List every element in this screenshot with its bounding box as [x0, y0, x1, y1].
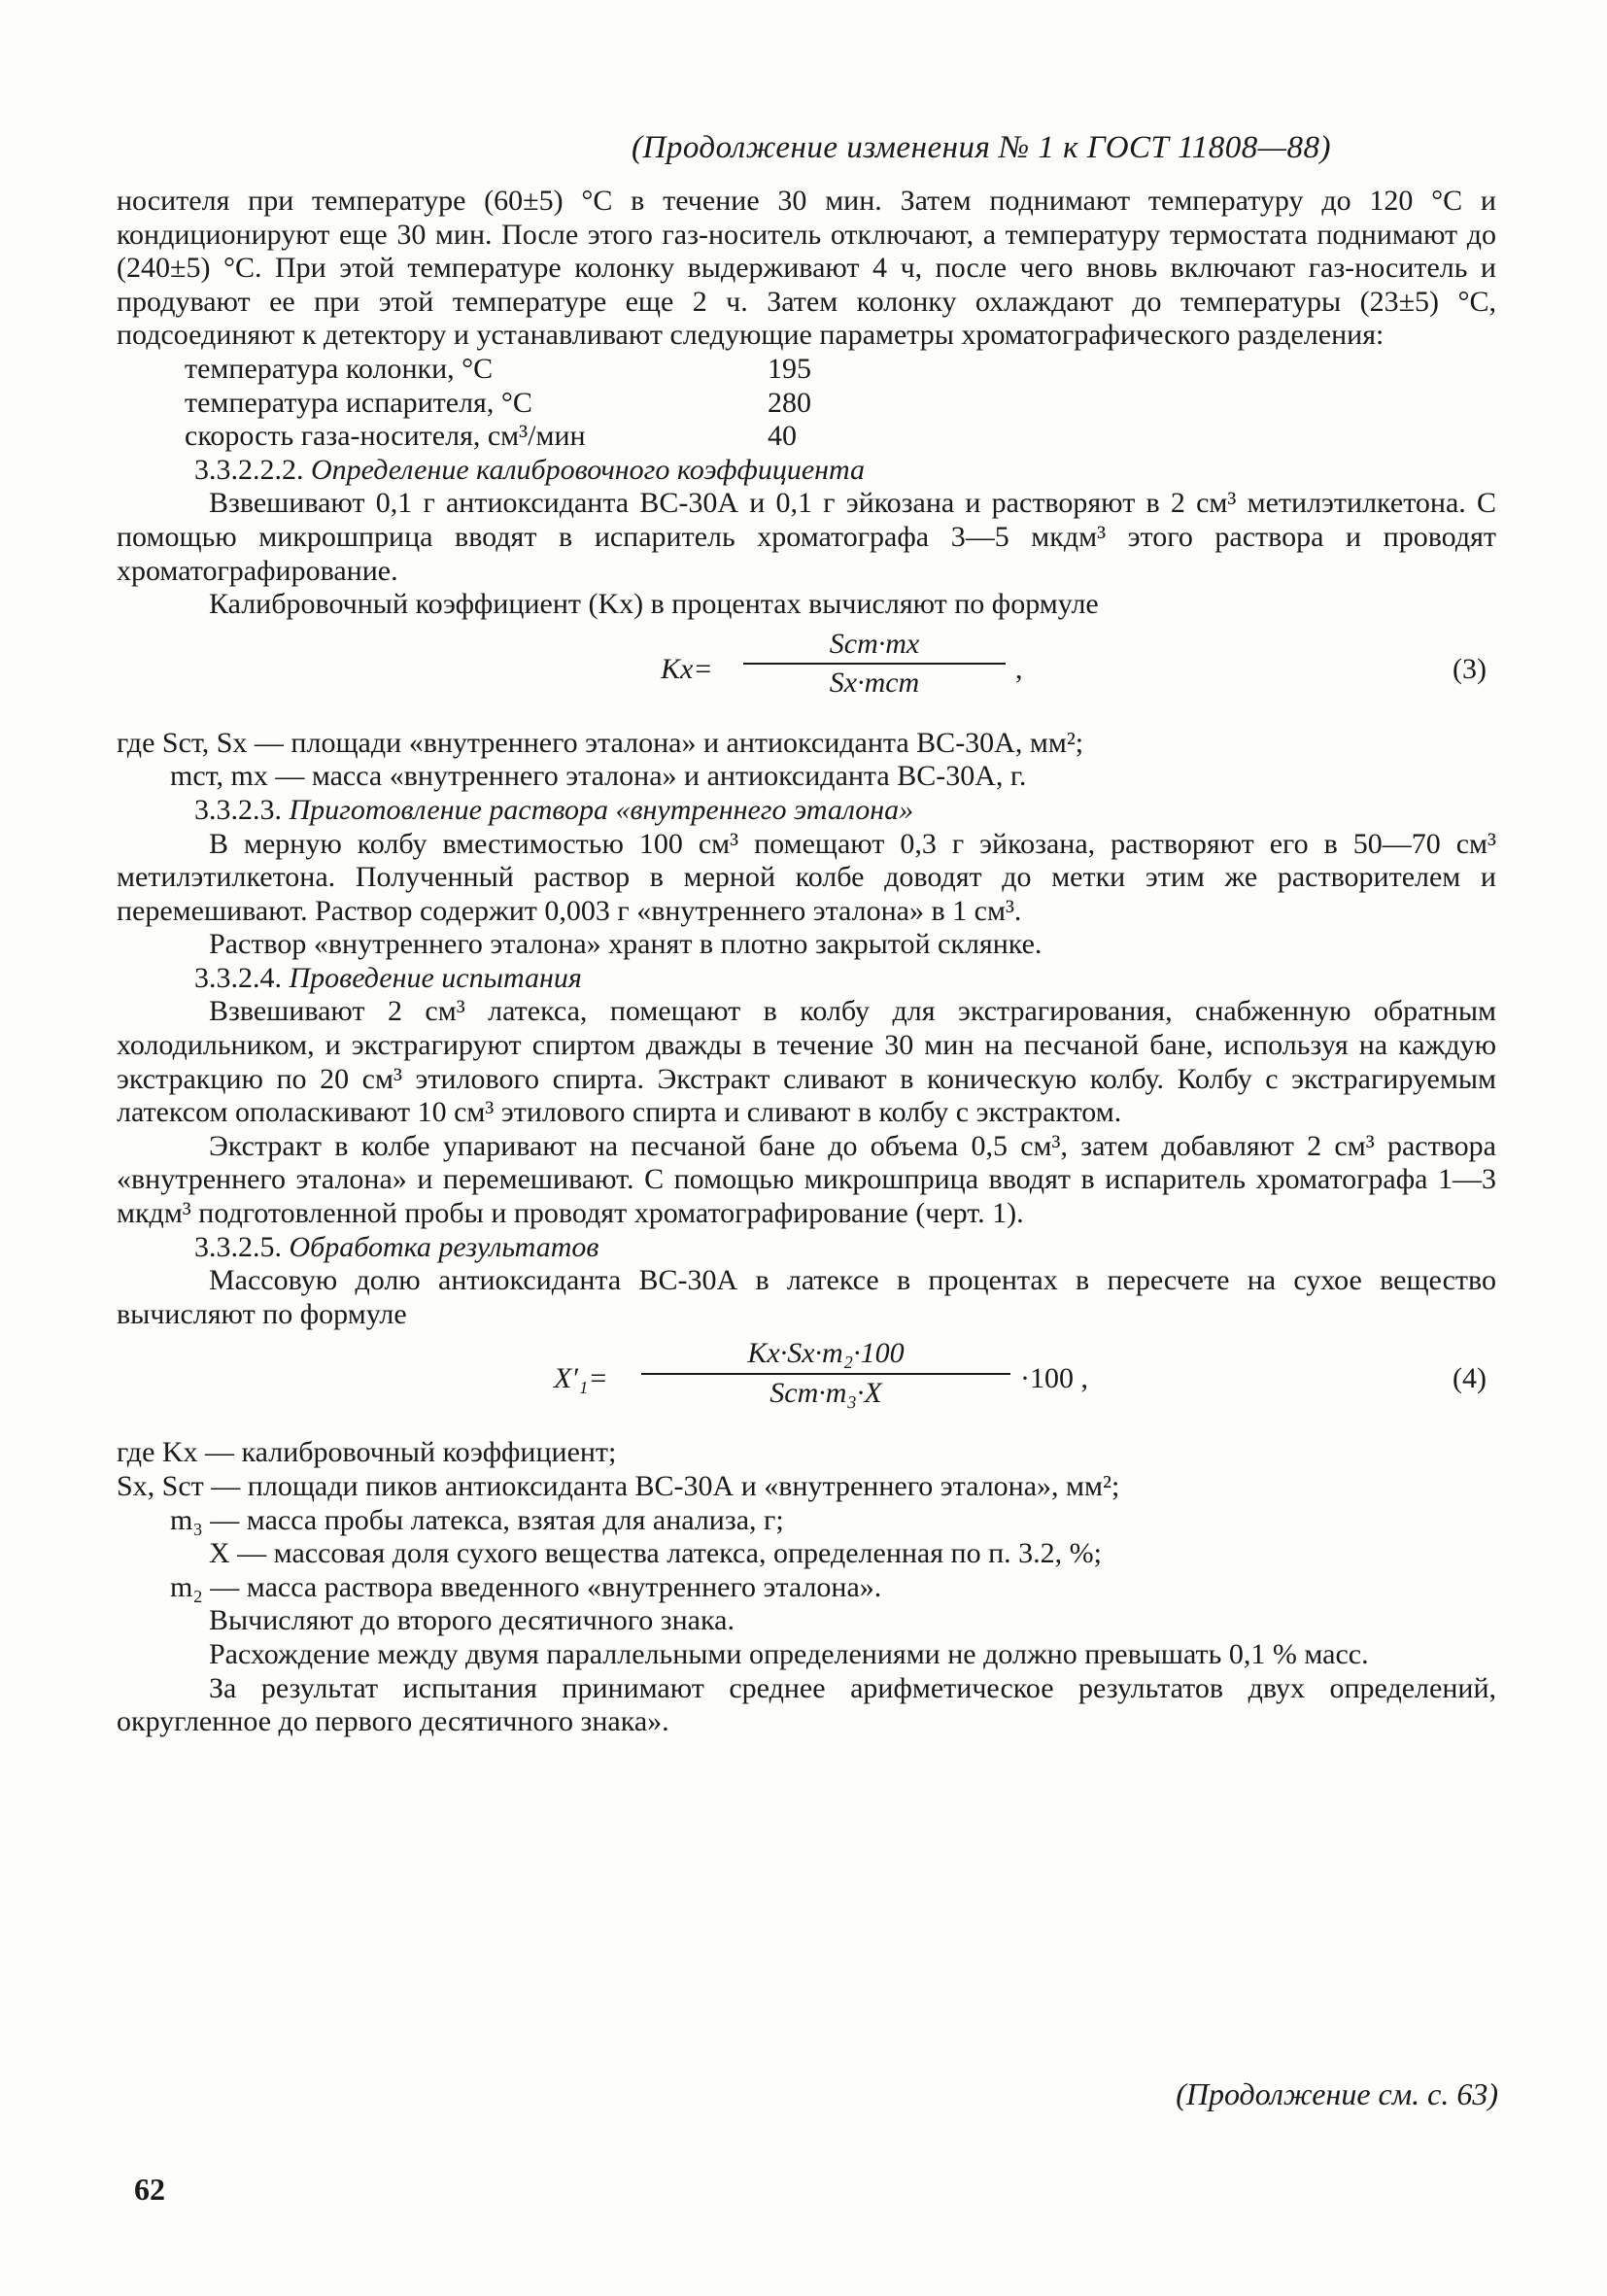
param-value: 40 — [768, 420, 797, 453]
formula-3 — [117, 628, 1496, 717]
discrepancy-paragraph: Расхождение между двумя параллельными определениями не должно превышать 0,1 % масс. — [209, 1637, 1369, 1670]
section-title: Определение калибровочного коэффициента — [311, 453, 866, 486]
formula-lhs: X′₁= — [554, 1362, 608, 1395]
storage-paragraph: Раствор «внутреннего эталона» хранят в плотно закрытой склянке. — [209, 928, 1043, 961]
param-row-evaporator-temp — [185, 387, 1496, 421]
definition-line: m₂ — масса раствора введенного «внутреннего эталона». — [170, 1570, 882, 1603]
formula-number: (3) — [1453, 652, 1487, 685]
definition-line: где Kx — калибровочный коэффициент; — [117, 1436, 617, 1469]
definition-line: X — массовая доля сухого вещества латекса, определенная по п. 3.2, %; — [209, 1537, 1102, 1570]
formula-4 — [117, 1337, 1496, 1426]
fraction-bar — [743, 663, 1006, 665]
mass-fraction-paragraph: Массовую долю антиоксиданта ВС-30А в латексе в процентах в пересчете на сухое вещество вычисляют по формуле — [117, 1264, 1496, 1330]
section-number: 3.3.2.2.2. — [194, 453, 304, 486]
formula-fraction — [743, 628, 1006, 701]
test-paragraph-2: Экстракт в колбе упаривают на песчаной бане до объема 0,5 см³, затем добавляют 2 см³ раствора «внутреннего эталона» и перемешивают. С помощью микрошприца вводят в испаритель хроматографа 1—3 мкдм³ подготовленной пробы и проводят хроматографирование (черт. 1). — [117, 1129, 1496, 1230]
definition-line: где Sст, Sx — площади «внутреннего эталона» и антиоксиданта ВС-30А, мм²; — [117, 726, 1084, 759]
section-number: 3.3.2.4. — [194, 961, 282, 994]
formula-numerator: Sст·mx — [829, 627, 920, 660]
fraction-bar — [641, 1373, 1010, 1375]
section-number: 3.3.2.5. — [194, 1230, 282, 1263]
param-row-column-temp — [185, 353, 1496, 387]
intro-paragraph: носителя при температуре (60±5) °С в течение 30 мин. Затем поднимают температуру до 120 °С и кондиционируют еще 30 мин. После этого газ-носитель отключают, а температуру термостата поднимают до (240±5) °С. При этой температуре колонку выдерживают 4 ч, после чего вновь включают газ-носитель и продувают ее при этой температуре еще 2 ч. Затем колонку охлаждают до температуры (23±5) °С, подсоединяют к детектору и устанавливают следующие параметры хроматографического разделения: — [117, 185, 1496, 352]
formula-lhs: Kx= — [661, 652, 713, 685]
formula-denominator: Sст·m₃·X — [769, 1377, 882, 1409]
section-title: Проведение испытания — [289, 961, 582, 994]
result-paragraph: За результат испытания принимают среднее арифметическое результатов двух определений, округленное до первого десятичного знака». — [117, 1671, 1496, 1738]
preparation-paragraph: В мерную колбу вместимостью 100 см³ помещают 0,3 г эйкозана, растворяют его в 50—70 см³ метилэтилкетона. Полученный раствор в мерной колбе доводят до метки этим же растворителем и перемешивают. Раствор содержит 0,003 г «внутреннего эталона» в 1 см³. — [117, 827, 1496, 927]
param-label: температура испарителя, °С — [185, 386, 532, 419]
weighing-paragraph: Взвешивают 0,1 г антиоксиданта ВС-30А и 0,1 г эйкозана и растворяют в 2 см³ метилэтилкетона. С помощью микрошприца вводят в испаритель хроматографа 3—5 мкдм³ этого раствора и проводят хроматографирование. — [117, 487, 1496, 587]
formula-tail: ·100 , — [1020, 1362, 1088, 1395]
section-number: 3.3.2.3. — [194, 793, 282, 826]
document-body — [117, 185, 1496, 1739]
calc-paragraph: Вычисляют до второго десятичного знака. — [209, 1604, 735, 1637]
definition-line: m₃ — масса пробы латекса, взятая для анализа, г; — [170, 1503, 784, 1536]
continuation-note: (Продолжение см. с. 63) — [1176, 2076, 1498, 2111]
section-title: Обработка результатов — [289, 1230, 599, 1263]
param-row-gas-speed — [185, 420, 1496, 454]
section-heading-3325 — [194, 1231, 1496, 1265]
section-heading-3322 — [194, 454, 1496, 488]
test-paragraph-1: Взвешивают 2 см³ латекса, помещают в колбу для экстрагирования, снабженную обратным холодильником, и экстрагируют спиртом дважды в течение 30 мин на песчаной бане, используя на каждую экстракцию по 20 см³ этилового спирта. Экстракт сливают в коническую колбу. Колбу с экстрагируемым латексом ополаскивают 10 см³ этилового спирта и сливают в колбу с экстрактом. — [117, 995, 1496, 1129]
section-heading-3324 — [194, 962, 1496, 996]
param-label: скорость газа-носителя, см³/мин — [185, 420, 586, 453]
formula-fraction — [641, 1337, 1010, 1410]
section-heading-3323 — [194, 794, 1496, 828]
formula-number: (4) — [1453, 1362, 1487, 1395]
section-title: Приготовление раствора «внутреннего эталона» — [289, 793, 914, 826]
page-number: 62 — [134, 2172, 165, 2207]
param-value: 195 — [768, 352, 811, 385]
formula-denominator: Sx·mст — [829, 667, 920, 700]
formula-numerator: Kx·Sx·m₂·100 — [747, 1337, 905, 1370]
formula-tail: , — [1015, 652, 1023, 685]
param-label: температура колонки, °С — [185, 352, 494, 385]
running-header: (Продолжение изменения № 1 к ГОСТ 11808—88) — [632, 130, 1332, 165]
coefficient-paragraph: Калибровочный коэффициент (Kx) в процентах вычисляют по формуле — [209, 588, 1099, 621]
definition-line: mст, mx — масса «внутреннего эталона» и антиоксиданта ВС-30А, г. — [170, 760, 1027, 793]
definition-line: Sx, Sст — площади пиков антиоксиданта ВС-30А и «внутреннего эталона», мм²; — [117, 1470, 1120, 1502]
param-value: 280 — [768, 386, 811, 419]
